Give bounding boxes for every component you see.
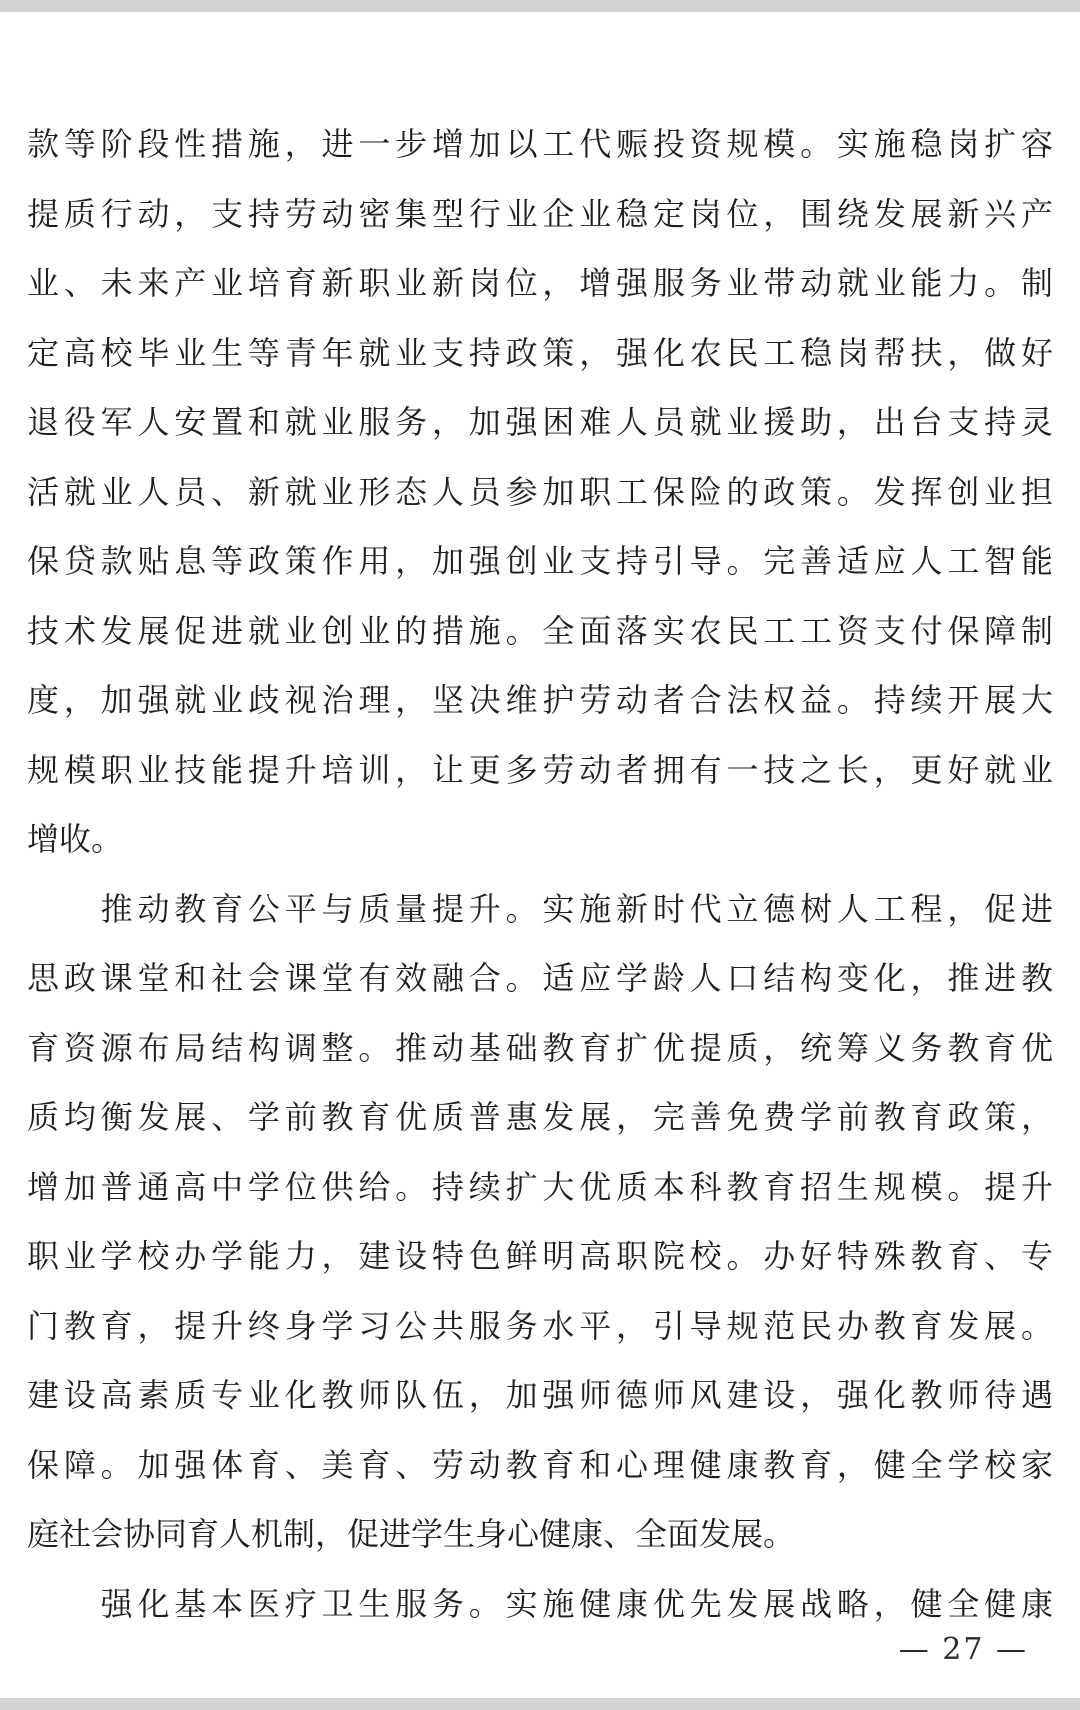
text-line: 思政课堂和社会课堂有效融合。适应学龄人口结构变化，推进教	[27, 959, 1053, 997]
text-line: 职业学校办学能力，建设特色鲜明高职院校。办好特殊教育、专	[27, 1237, 1053, 1275]
text-line: 强化基本医疗卫生服务。实施健康优先发展战略，健全健康	[27, 1584, 1053, 1623]
text-line: 保障。加强体育、美育、劳动教育和心理健康教育，健全学校家	[27, 1445, 1053, 1484]
document-body	[27, 110, 1053, 1639]
text-line: 款等阶段性措施，进一步增加以工代赈投资规模。实施稳岗扩容	[27, 125, 1053, 163]
bottom-edge-bar	[0, 1698, 1080, 1710]
text-line: 育资源布局结构调整。推动基础教育扩优提质，统筹义务教育优	[27, 1028, 1053, 1067]
text-line: 推动教育公平与质量提升。实施新时代立德树人工程，促进	[27, 889, 1053, 928]
page-number: — 27 —	[898, 1632, 1028, 1667]
text-line: 规模职业技能提升培训，让更多劳动者拥有一技之长，更好就业	[27, 750, 1053, 789]
text-line: 定高校毕业生等青年就业支持政策，强化农民工稳岗帮扶，做好	[27, 333, 1053, 372]
text-line: 度，加强就业歧视治理，坚决维护劳动者合法权益。持续开展大	[27, 681, 1053, 719]
text-line: 退役军人安置和就业服务，加强困难人员就业援助，出台支持灵	[27, 403, 1053, 441]
text-line: 活就业人员、新就业形态人员参加职工保险的政策。发挥创业担	[27, 472, 1053, 511]
text-line: 门教育，提升终身学习公共服务水平，引导规范民办教育发展。	[27, 1306, 1053, 1345]
text-line: 建设高素质专业化教师队伍，加强师德师风建设，强化教师待遇	[27, 1376, 1053, 1414]
text-line: 增收。	[27, 820, 124, 858]
text-line: 庭社会协同育人机制，促进学生身心健康、全面发展。	[27, 1515, 796, 1553]
top-edge-bar	[0, 0, 1080, 12]
text-line: 质均衡发展、学前教育优质普惠发展，完善免费学前教育政策，	[27, 1098, 1053, 1136]
text-line: 提质行动，支持劳动密集型行业企业稳定岗位，围绕发展新兴产	[27, 194, 1053, 233]
text-line: 保贷款贴息等政策作用，加强创业支持引导。完善适应人工智能	[27, 542, 1053, 580]
text-line: 技术发展促进就业创业的措施。全面落实农民工工资支付保障制	[27, 611, 1053, 650]
text-line: 业、未来产业培育新职业新岗位，增强服务业带动就业能力。制	[27, 264, 1053, 302]
text-line: 增加普通高中学位供给。持续扩大优质本科教育招生规模。提升	[27, 1167, 1053, 1206]
